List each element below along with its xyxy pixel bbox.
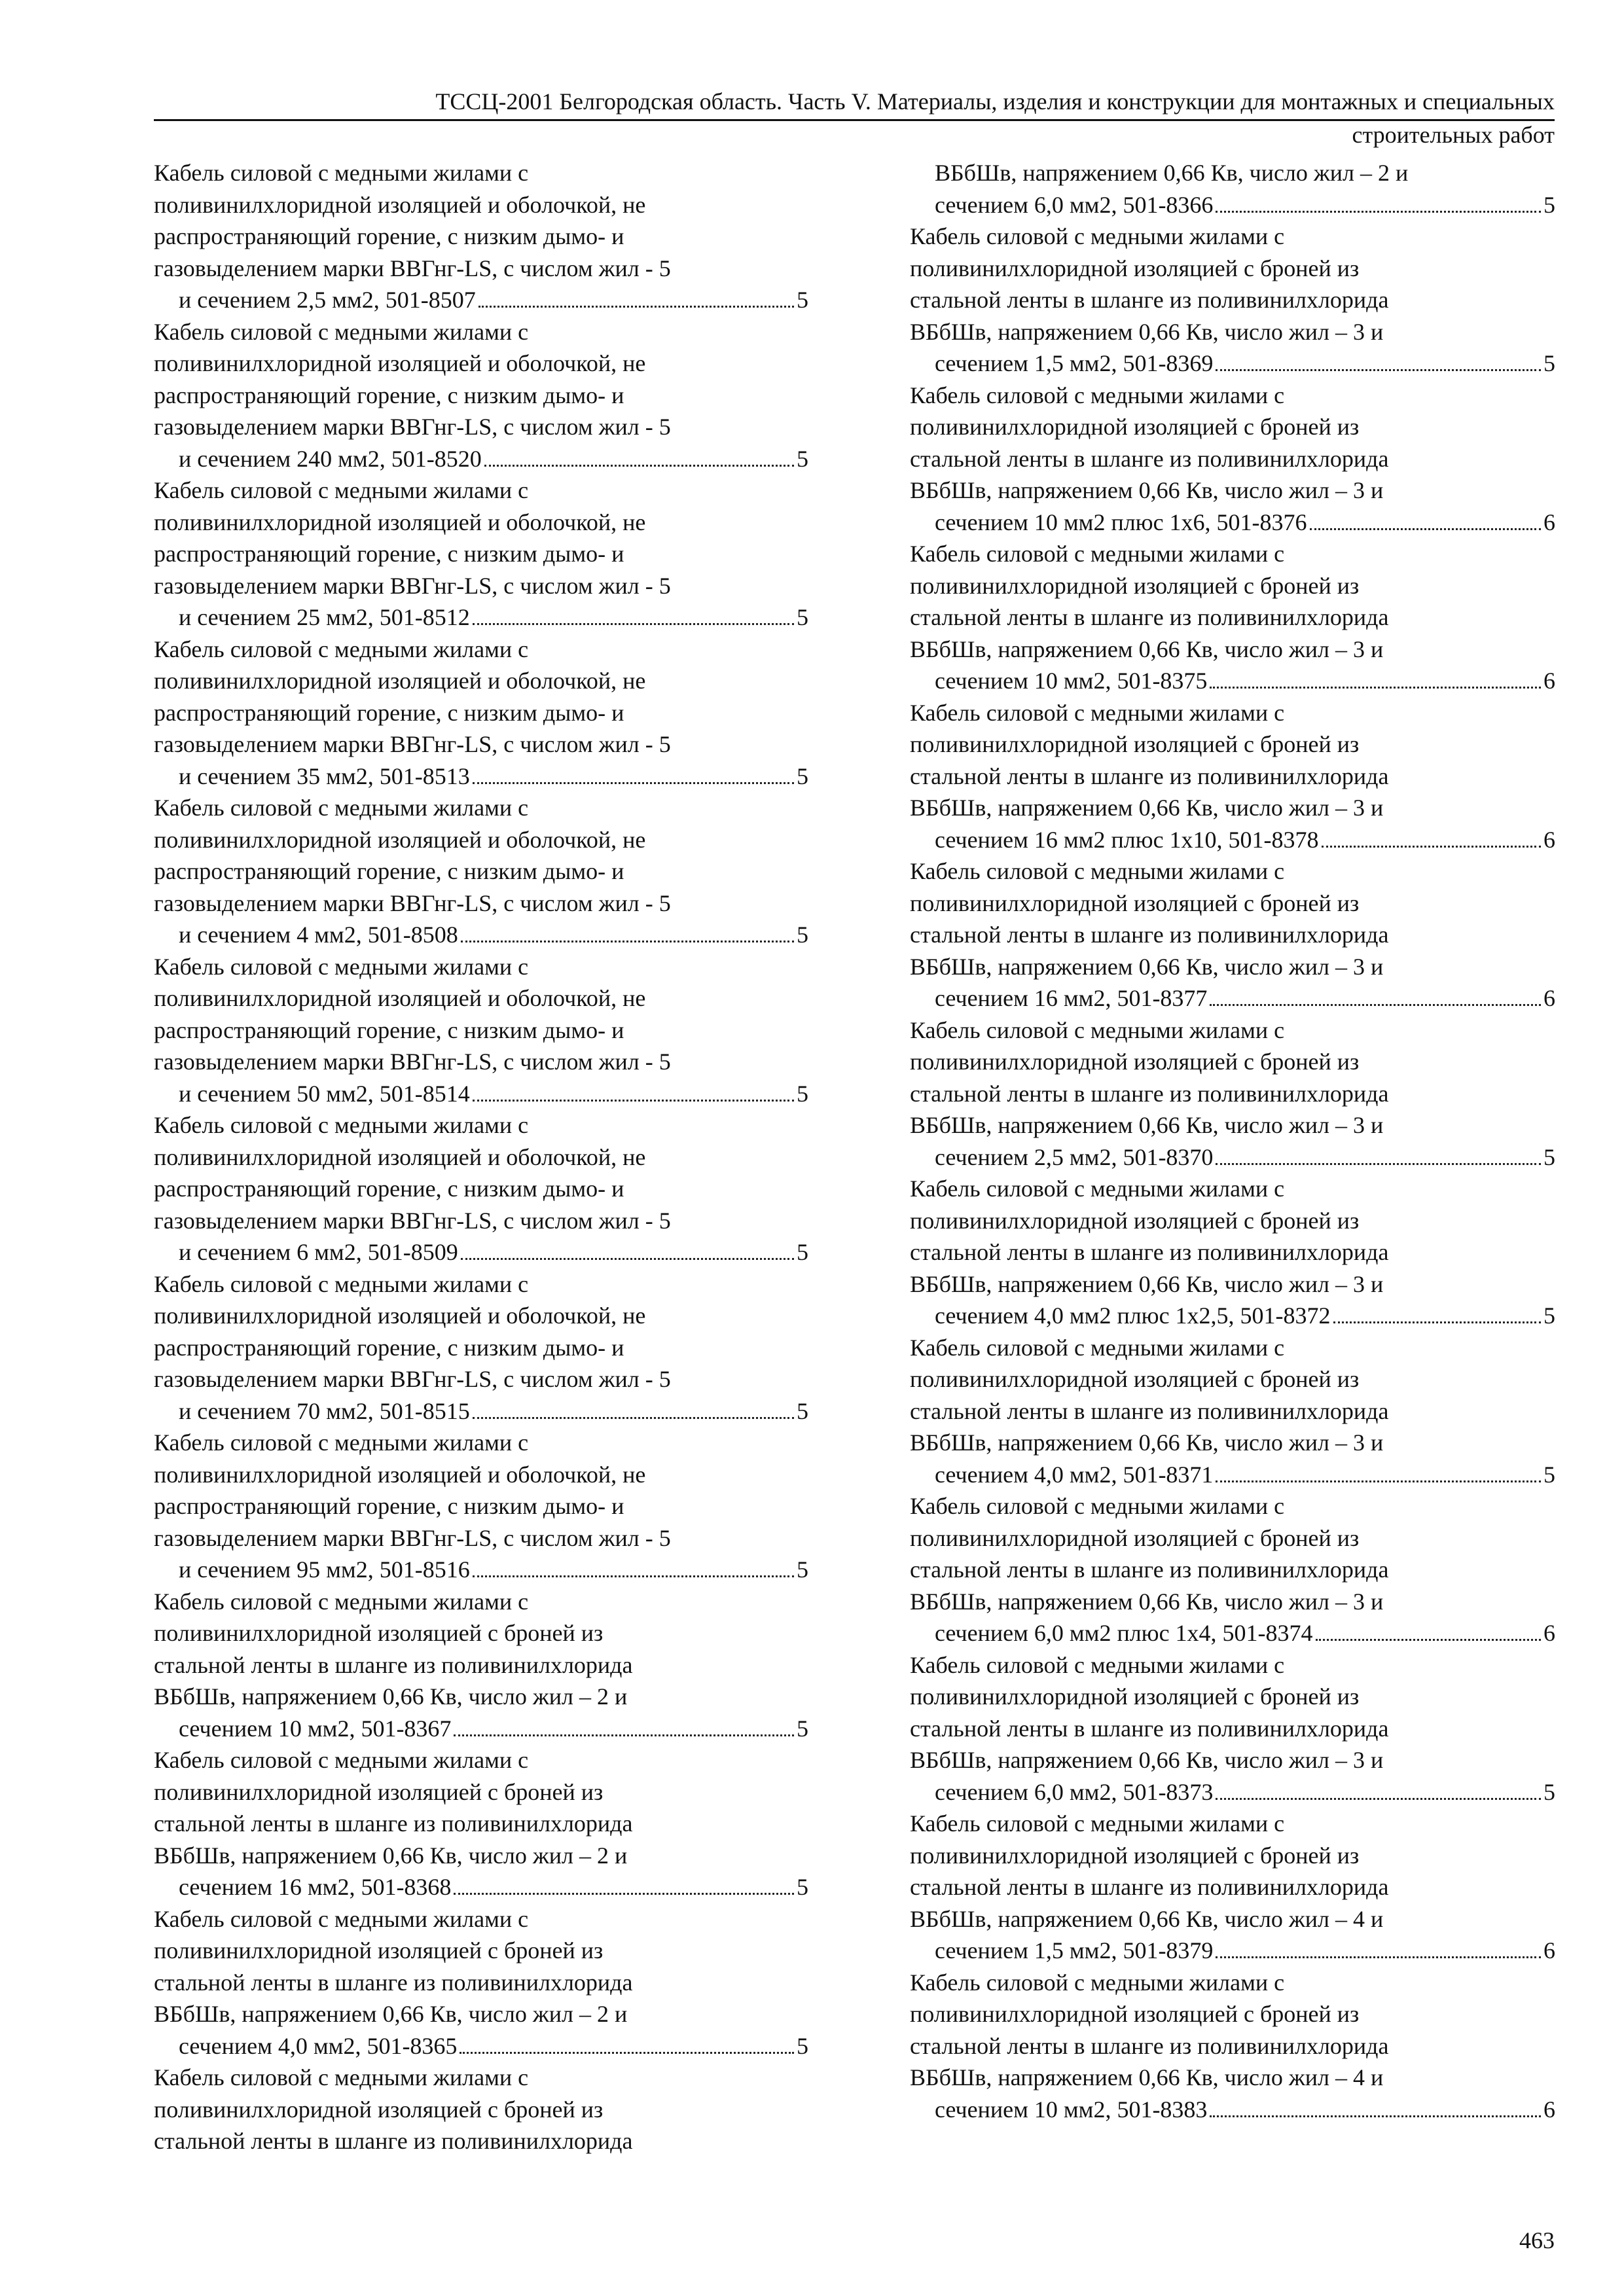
entry-page-ref: 5 [797, 922, 808, 948]
entry-code-text: и сечением 240 мм2, 501-8520 [179, 445, 482, 472]
entry-page-ref: 6 [1543, 826, 1555, 853]
index-entry [154, 1744, 808, 1903]
entry-text-line: Кабель силовой с медными жилами с [910, 1334, 1285, 1361]
entry-text-line: поливинилхлоридной изоляцией и оболочкой, не [154, 1143, 646, 1170]
entry-code-text: сечением 6,0 мм2, 501-8373 [935, 1778, 1214, 1805]
entry-leader-row [935, 1776, 1555, 1808]
entry-page-ref: 6 [1543, 1937, 1555, 1964]
entry-text-line: ВБбШв, напряжением 0,66 Кв, число жил – 3 и [910, 1588, 1384, 1615]
dot-leader [1210, 1004, 1541, 1006]
entry-text-line: ВБбШв, напряжением 0,66 Кв, число жил – 3 и [910, 795, 1384, 821]
dot-leader [473, 1417, 794, 1419]
entry-leader-row [179, 1554, 808, 1586]
entry-page-ref: 5 [797, 1239, 808, 1265]
entry-text-line: поливинилхлоридной изоляцией с броней из [910, 889, 1360, 916]
entry-text-line: ВБбШв, напряжением 0,66 Кв, число жил – 2 и [154, 1842, 628, 1869]
entry-text-line: поливинилхлоридной изоляцией с броней из [910, 1049, 1360, 1075]
dot-leader [1333, 1321, 1541, 1323]
dot-leader [461, 941, 794, 942]
entry-code-text: сечением 4,0 мм2 плюс 1х2,5, 501-8372 [935, 1302, 1331, 1329]
index-entry [154, 634, 808, 793]
entry-page-ref: 5 [797, 445, 808, 472]
index-entry [910, 380, 1555, 539]
entry-text-line: поливинилхлоридной изоляцией с броней из [910, 2001, 1360, 2027]
entry-leader-row [935, 1300, 1555, 1332]
entry-page-ref: 5 [797, 287, 808, 313]
index-column-right [910, 157, 1555, 2125]
index-entry [910, 1967, 1555, 2126]
entry-text-line: поливинилхлоридной изоляцией и оболочкой, не [154, 985, 646, 1011]
entry-text-line: поливинилхлоридной изоляцией с броней из [910, 1842, 1360, 1869]
index-entry [910, 1332, 1555, 1491]
entry-text-line: Кабель силовой с медными жилами с [154, 953, 529, 980]
entry-leader-row [179, 284, 808, 316]
entry-code-text: и сечением 50 мм2, 501-8514 [179, 1080, 470, 1107]
entry-code-text: сечением 4,0 мм2, 501-8365 [179, 2032, 458, 2059]
entry-text-line: поливинилхлоридной изоляцией с броней из [154, 1620, 604, 1646]
entry-code-text: сечением 10 мм2, 501-8383 [935, 2096, 1208, 2123]
entry-leader-row [935, 2094, 1555, 2126]
entry-leader-row [935, 1935, 1555, 1967]
index-entry [910, 1490, 1555, 1649]
entry-text-line: стальной ленты в шланге из поливинилхлорида [910, 922, 1389, 948]
entry-text-line: поливинилхлоридной изоляцией и оболочкой, не [154, 668, 646, 694]
entry-text-line: Кабель силовой с медными жилами с [154, 1270, 529, 1297]
entry-text-line: поливинилхлоридной изоляцией и оболочкой, не [154, 826, 646, 853]
entry-text-line: Кабель силовой с медными жилами с [154, 1905, 529, 1932]
entry-text-line: распространяющий горение, с низким дымо- и [154, 1016, 624, 1043]
entry-text-line: Кабель силовой с медными жилами с [154, 160, 529, 186]
entry-text-line: распространяющий горение, с низким дымо- и [154, 382, 624, 408]
dot-leader [1216, 1163, 1541, 1165]
entry-code-text: и сечением 2,5 мм2, 501-8507 [179, 287, 476, 313]
dot-leader [1216, 1956, 1541, 1958]
entry-page-ref: 5 [1543, 350, 1555, 376]
entry-text-line: ВБбШв, напряжением 0,66 Кв, число жил – 4 и [910, 1905, 1384, 1932]
entry-text-line: поливинилхлоридной изоляцией с броней из [910, 1207, 1360, 1234]
entry-page-ref: 5 [797, 1556, 808, 1583]
entry-page-ref: 6 [1543, 668, 1555, 694]
index-entry [154, 1586, 808, 1745]
entry-text-line: поливинилхлоридной изоляцией и оболочкой, не [154, 1461, 646, 1488]
index-entry [910, 1173, 1555, 1332]
dot-leader [461, 1258, 794, 1260]
entry-text-line: Кабель силовой с медными жилами с [910, 382, 1285, 408]
dot-leader [478, 306, 794, 308]
entry-page-ref: 5 [797, 2032, 808, 2059]
entry-page-ref: 6 [1543, 2096, 1555, 2123]
entry-text-line: Кабель силовой с медными жилами с [154, 1588, 529, 1615]
index-column-left [154, 157, 808, 2157]
entry-text-line: ВБбШв, напряжением 0,66 Кв, число жил – 2 и [154, 2001, 628, 2027]
entry-text-line: Кабель силовой с медными жилами с [910, 858, 1285, 884]
entry-text-line: стальной ленты в шланге из поливинилхлорида [154, 1810, 633, 1837]
index-entry [910, 1649, 1555, 1808]
dot-leader [1216, 211, 1541, 213]
entry-leader-row [179, 1871, 808, 1903]
index-entry [154, 1427, 808, 1586]
entry-text-line: стальной ленты в шланге из поливинилхлорида [910, 445, 1389, 472]
running-header [154, 86, 1555, 121]
entry-page-ref: 5 [1543, 1461, 1555, 1488]
entry-text-line: газовыделением марки ВВГнг-LS, с числом жил - 5 [154, 889, 671, 916]
dot-leader [1310, 528, 1541, 530]
dot-leader [1210, 2115, 1541, 2117]
index-entry [910, 1808, 1555, 1967]
entry-leader-row [935, 348, 1555, 380]
entry-text-line: ВБбШв, напряжением 0,66 Кв, число жил – 3 и [910, 1747, 1384, 1773]
entry-text-line: распространяющий горение, с низким дымо- и [154, 1175, 624, 1202]
entry-text-line: ВБбШв, напряжением 0,66 Кв, число жил – 3 и [910, 1112, 1384, 1138]
entry-leader-row [935, 1459, 1555, 1491]
header-title-line: ТССЦ-2001 Белгородская область. Часть V. Материалы, изделия и конструкции для монтажных и специальных [435, 88, 1555, 115]
entry-text-line: ВБбШв, напряжением 0,66 Кв, число жил – 4 и [910, 2064, 1384, 2090]
index-entry [910, 538, 1555, 697]
entry-page-ref: 5 [797, 1874, 808, 1900]
entry-text-line: Кабель силовой с медными жилами с [154, 1429, 529, 1456]
entry-code-text: сечением 2,5 мм2, 501-8370 [935, 1143, 1214, 1170]
index-entry [154, 2062, 808, 2157]
dot-leader [1216, 1798, 1541, 1800]
entry-text-line: стальной ленты в шланге из поливинилхлорида [910, 287, 1389, 313]
entry-leader-row [179, 1236, 808, 1268]
entry-text-line: Кабель силовой с медными жилами с [154, 1747, 529, 1773]
entry-code-text: сечением 6,0 мм2, 501-8366 [935, 191, 1214, 218]
entry-text-line: распространяющий горение, с низким дымо- и [154, 699, 624, 726]
entry-text-line: Кабель силовой с медными жилами с [910, 1175, 1285, 1202]
entry-text-line: ВБбШв, напряжением 0,66 Кв, число жил – 2 и [935, 160, 1409, 186]
entry-text-line: газовыделением марки ВВГнг-LS, с числом жил - 5 [154, 1049, 671, 1075]
entry-leader-row [935, 982, 1555, 1014]
entry-text-line: газовыделением марки ВВГнг-LS, с числом жил - 5 [154, 1524, 671, 1551]
entry-page-ref: 5 [1543, 1143, 1555, 1170]
entry-text-line: ВБбШв, напряжением 0,66 Кв, число жил – 3 и [910, 1270, 1384, 1297]
entry-leader-row [179, 1078, 808, 1110]
entry-text-line: распространяющий горение, с низким дымо- и [154, 223, 624, 249]
entry-page-ref: 6 [1543, 1620, 1555, 1646]
entry-text-line: стальной ленты в шланге из поливинилхлорида [910, 1715, 1389, 1742]
index-entry [910, 697, 1555, 856]
dot-leader [473, 1100, 794, 1102]
entry-page-ref: 5 [797, 1715, 808, 1742]
entry-text-line: Кабель силовой с медными жилами с [154, 477, 529, 503]
entry-text-line: поливинилхлоридной изоляцией с броней из [910, 731, 1360, 757]
entry-text-line: поливинилхлоридной изоляцией и оболочкой, не [154, 1302, 646, 1329]
dot-leader [473, 623, 794, 625]
entry-text-line: ВБбШв, напряжением 0,66 Кв, число жил – 3 и [910, 318, 1384, 345]
entry-text-line: Кабель силовой с медными жилами с [910, 1016, 1285, 1043]
entry-text-line: Кабель силовой с медными жилами с [154, 795, 529, 821]
entry-code-text: сечением 10 мм2, 501-8367 [179, 1715, 452, 1742]
entry-text-line: распространяющий горение, с низким дымо- и [154, 858, 624, 884]
index-entry [910, 855, 1555, 1014]
index-entry [154, 951, 808, 1110]
entry-leader-row [935, 507, 1555, 539]
entry-text-line: Кабель силовой с медными жилами с [910, 1810, 1285, 1837]
entry-text-line: стальной ленты в шланге из поливинилхлорида [910, 1239, 1389, 1265]
entry-text-line: поливинилхлоридной изоляцией и оболочкой, не [154, 509, 646, 535]
entry-text-line: ВБбШв, напряжением 0,66 Кв, число жил – 3 и [910, 1429, 1384, 1456]
entry-code-text: сечением 6,0 мм2 плюс 1х4, 501-8374 [935, 1620, 1313, 1646]
entry-text-line: поливинилхлоридной изоляцией с броней из [910, 255, 1360, 281]
entry-text-line: поливинилхлоридной изоляцией с броней из [154, 2096, 604, 2123]
entry-leader-row [935, 824, 1555, 856]
entry-text-line: поливинилхлоридной изоляцией с броней из [910, 572, 1360, 599]
entry-code-text: сечением 10 мм2 плюс 1х6, 501-8376 [935, 509, 1307, 535]
entry-text-line: Кабель силовой с медными жилами с [910, 541, 1285, 567]
index-entry [154, 1109, 808, 1268]
entry-text-line: поливинилхлоридной изоляцией с броней из [154, 1937, 604, 1964]
entry-text-line: стальной ленты в шланге из поливинилхлорида [910, 762, 1389, 789]
index-entry [910, 1014, 1555, 1174]
entry-leader-row [179, 919, 808, 951]
entry-page-ref: 5 [797, 1080, 808, 1107]
entry-text-line: Кабель силовой с медными жилами с [910, 699, 1285, 726]
dot-leader [454, 1893, 794, 1895]
entry-code-text: сечением 16 мм2 плюс 1х10, 501-8378 [935, 826, 1319, 853]
index-entry [910, 221, 1555, 380]
entry-code-text: и сечением 35 мм2, 501-8513 [179, 762, 470, 789]
entry-text-line: ВБбШв, напряжением 0,66 Кв, число жил – 3 и [910, 477, 1384, 503]
entry-text-line: газовыделением марки ВВГнг-LS, с числом жил - 5 [154, 1366, 671, 1392]
dot-leader [454, 1734, 794, 1736]
entry-text-line: стальной ленты в шланге из поливинилхлорида [910, 1397, 1389, 1424]
entry-text-line: газовыделением марки ВВГнг-LS, с числом жил - 5 [154, 255, 671, 281]
entry-code-text: сечением 4,0 мм2, 501-8371 [935, 1461, 1214, 1488]
entry-text-line: поливинилхлоридной изоляцией и оболочкой, не [154, 191, 646, 218]
index-entry [154, 475, 808, 634]
entry-leader-row [935, 665, 1555, 697]
entry-code-text: сечением 1,5 мм2, 501-8369 [935, 350, 1214, 376]
entry-text-line: стальной ленты в шланге из поливинилхлорида [154, 1969, 633, 1996]
entry-page-ref: 5 [797, 762, 808, 789]
entry-page-ref: 6 [1543, 509, 1555, 535]
entry-text-line: стальной ленты в шланге из поливинилхлорида [910, 2032, 1389, 2059]
entry-text-line: ВБбШв, напряжением 0,66 Кв, число жил – 3 и [910, 636, 1384, 662]
entry-page-ref: 5 [797, 604, 808, 630]
dot-leader [1322, 846, 1541, 848]
entry-code-text: сечением 16 мм2, 501-8368 [179, 1874, 452, 1900]
dot-leader [460, 2052, 794, 2054]
entry-code-text: сечением 10 мм2, 501-8375 [935, 668, 1208, 694]
entry-text-line: распространяющий горение, с низким дымо- и [154, 1493, 624, 1519]
index-entry [910, 157, 1555, 221]
entry-text-line: распространяющий горение, с низким дымо- и [154, 1334, 624, 1361]
index-entry [154, 1268, 808, 1427]
entry-leader-row [179, 761, 808, 793]
entry-text-line: поливинилхлоридной изоляцией с броней из [910, 1683, 1360, 1710]
entry-text-line: стальной ленты в шланге из поливинилхлорида [154, 2128, 633, 2154]
entry-text-line: газовыделением марки ВВГнг-LS, с числом жил - 5 [154, 572, 671, 599]
entry-text-line: поливинилхлоридной изоляцией и оболочкой, не [154, 350, 646, 376]
entry-code-text: и сечением 70 мм2, 501-8515 [179, 1397, 470, 1424]
entry-text-line: ВБбШв, напряжением 0,66 Кв, число жил – 3 и [910, 953, 1384, 980]
index-entry [154, 157, 808, 316]
running-header-continuation [154, 120, 1555, 150]
entry-text-line: Кабель силовой с медными жилами с [154, 318, 529, 345]
entry-code-text: и сечением 95 мм2, 501-8516 [179, 1556, 470, 1583]
entry-text-line: газовыделением марки ВВГнг-LS, с числом жил - 5 [154, 414, 671, 440]
entry-leader-row [935, 1141, 1555, 1174]
entry-text-line: Кабель силовой с медными жилами с [910, 1493, 1285, 1519]
entry-code-text: сечением 16 мм2, 501-8377 [935, 985, 1208, 1011]
entry-leader-row [179, 2030, 808, 2062]
entry-text-line: Кабель силовой с медными жилами с [154, 636, 529, 662]
dot-leader [1316, 1639, 1541, 1641]
index-entry [154, 316, 808, 475]
entry-text-line: стальной ленты в шланге из поливинилхлорида [910, 1556, 1389, 1583]
entry-leader-row [935, 1617, 1555, 1649]
dot-leader [1216, 1480, 1541, 1482]
index-entry [154, 792, 808, 951]
entry-text-line: Кабель силовой с медными жилами с [154, 1112, 529, 1138]
entry-text-line: газовыделением марки ВВГнг-LS, с числом жил - 5 [154, 731, 671, 757]
entry-text-line: Кабель силовой с медными жилами с [910, 1969, 1285, 1996]
entry-text-line: стальной ленты в шланге из поливинилхлорида [910, 604, 1389, 630]
entry-code-text: и сечением 6 мм2, 501-8509 [179, 1239, 458, 1265]
dot-leader [1210, 687, 1541, 689]
entry-code-text: и сечением 4 мм2, 501-8508 [179, 922, 458, 948]
entry-text-line: стальной ленты в шланге из поливинилхлорида [910, 1080, 1389, 1107]
entry-text-line: поливинилхлоридной изоляцией с броней из [910, 414, 1360, 440]
entry-leader-row [179, 601, 808, 634]
entry-page-ref: 5 [1543, 1778, 1555, 1805]
dot-leader [484, 465, 794, 467]
page-number: 463 [1519, 2227, 1555, 2253]
entry-text-line: распространяющий горение, с низким дымо- и [154, 541, 624, 567]
entry-text-line: поливинилхлоридной изоляцией с броней из [910, 1366, 1360, 1392]
entry-text-line: поливинилхлоридной изоляцией с броней из [910, 1524, 1360, 1551]
entry-page-ref: 5 [797, 1397, 808, 1424]
dot-leader [473, 782, 794, 784]
dot-leader [1216, 369, 1541, 371]
entry-leader-row [935, 189, 1555, 221]
entry-code-text: и сечением 25 мм2, 501-8512 [179, 604, 470, 630]
entry-page-ref: 6 [1543, 985, 1555, 1011]
entry-leader-row [179, 443, 808, 475]
entry-code-text: сечением 1,5 мм2, 501-8379 [935, 1937, 1214, 1964]
entry-text-line: стальной ленты в шланге из поливинилхлорида [154, 1651, 633, 1678]
entry-text-line: Кабель силовой с медными жилами с [910, 223, 1285, 249]
entry-text-line: ВБбШв, напряжением 0,66 Кв, число жил – 2 и [154, 1683, 628, 1710]
entry-page-ref: 5 [1543, 1302, 1555, 1329]
entry-text-line: Кабель силовой с медными жилами с [910, 1651, 1285, 1678]
entry-text-line: Кабель силовой с медными жилами с [154, 2064, 529, 2090]
entry-page-ref: 5 [1543, 191, 1555, 218]
dot-leader [473, 1575, 794, 1577]
entry-text-line: стальной ленты в шланге из поливинилхлорида [910, 1874, 1389, 1900]
entry-text-line: поливинилхлоридной изоляцией с броней из [154, 1778, 604, 1805]
header-title-line-2: строительных работ [1352, 122, 1555, 148]
entry-leader-row [179, 1713, 808, 1745]
entry-text-line: газовыделением марки ВВГнг-LS, с числом жил - 5 [154, 1207, 671, 1234]
index-entry [154, 1903, 808, 2062]
entry-leader-row [179, 1395, 808, 1427]
